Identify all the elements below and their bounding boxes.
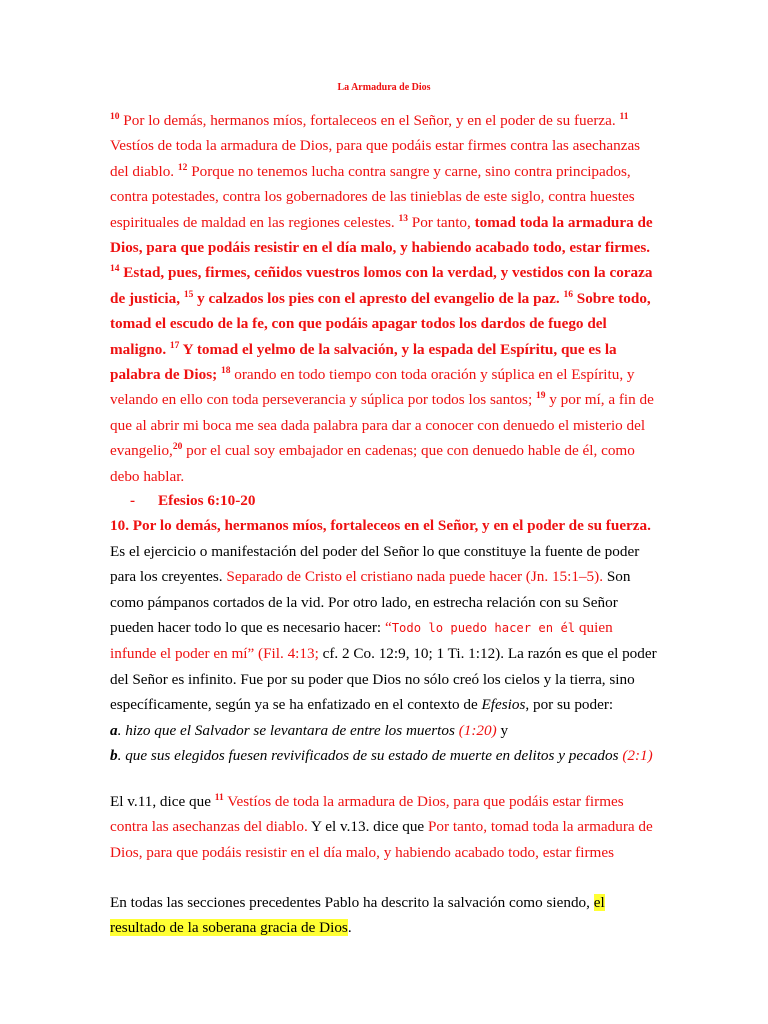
quote-mono-text: Todo lo puedo hacer en él	[391, 621, 576, 636]
verse-text: y por mí, a fin de que al abrir mi boca me sea dada palabra para dar a conocer con denuedo el misterio del evangelio,	[110, 391, 654, 460]
verse-number: 13	[398, 213, 408, 224]
verse-text-bold: Estad, pues, firmes, ceñidos vuestros lomos con la verdad, y vestidos con la coraza de justicia,	[110, 264, 653, 307]
quote-open: “	[384, 619, 392, 637]
verse-text-bold: Sobre todo, tomad el escudo de la fe, con que podáis apagar todos los dardos de fuego del maligno.	[110, 289, 651, 358]
list-text: . que sus elegidos fuesen revivificados de su estado de muerte en delitos y pecados	[117, 747, 623, 765]
document-title: La Armadura de Dios	[337, 82, 431, 93]
list-ref: (2:1)	[622, 747, 653, 765]
list-ref: (1:20)	[458, 721, 497, 739]
list-text: . hizo que el Salvador se levantara de entre los muertos	[117, 721, 459, 739]
verse-text: por el cual soy embajador en cadenas; que con denuedo hable de él, como debo hablar.	[110, 442, 635, 485]
verse-number: 20	[172, 442, 183, 453]
list-tail: y	[496, 721, 509, 739]
reference-bullet	[110, 488, 662, 513]
verse-text: orando en todo tiempo con toda oración y súplica en el Espíritu, y velando en ello con toda perseverancia y súplica por todos los santos;	[110, 366, 635, 409]
list-letter: b	[110, 747, 118, 765]
verse-text: Por lo demás, hermanos míos, fortaleceos en el Señor, y en el poder de su fuerza.	[119, 112, 620, 129]
verse-text: Porque no tenemos lucha contra sangre y carne, sino contra principados, contra potestades, contra los gobernadores de las tinieblas de este siglo, contra huestes espirituales de maldad en las regiones celestes.	[110, 162, 635, 231]
verse-number: 18	[220, 366, 231, 377]
paragraph-text: Y el v.13. dice que	[307, 818, 428, 836]
verse-text-bold: tomad toda la armadura de Dios, para que podáis resistir en el día malo, y habiendo acabado todo, estar firmes.	[110, 213, 653, 257]
verse-number: 17	[169, 340, 180, 351]
book-name: Efesios	[481, 696, 526, 714]
verse-number: 14	[110, 264, 120, 275]
verse-number: 16	[563, 289, 573, 300]
verse-number: 19	[535, 391, 546, 402]
commentary-heading: 10. Por lo demás, hermanos míos, fortaleceos en el Señor, y en el poder de su fuerza.	[110, 517, 651, 535]
paragraph-red-text: Por tanto, tomad toda la armadura de Dios, para que podáis resistir en el día malo, y habiendo acabado todo, estar firmes	[110, 818, 653, 861]
list-item-b	[110, 747, 653, 764]
scripture-passage	[110, 108, 662, 489]
verse-number: 15	[183, 289, 194, 300]
verse-text: Por tanto,	[407, 213, 475, 231]
paragraph-final	[110, 890, 662, 941]
commentary-text: Son como pámpanos cortados de la vid. Por otro lado, en estrecha relación con su Señor pueden hacer todo lo que es necesario hacer:	[110, 568, 631, 637]
paragraph-text: .	[347, 919, 352, 937]
paragraph-text: En todas las secciones precedentes Pablo ha descrito la salvación como siendo,	[110, 894, 594, 911]
verse-number: 10	[110, 112, 120, 122]
verse-text: Vestíos de toda la armadura de Dios, para que podáis estar firmes contra las asechanzas del diablo.	[110, 137, 641, 180]
list-letter: a	[110, 721, 118, 739]
quote-text: quien infunde el poder en mí” (Fil. 4:13;	[110, 619, 613, 663]
paragraph-text: El v.11, dice que	[110, 793, 215, 810]
commentary-section	[110, 488, 662, 768]
commentary-text: , por su poder:	[525, 696, 614, 714]
bullet-dash: -	[130, 492, 136, 509]
list-item-a	[110, 722, 497, 739]
verse-number: 12	[177, 162, 188, 173]
commentary-text: Es el ejercicio o manifestación del poder del Señor lo que constituye la fuente de poder para los creyentes.	[110, 542, 640, 586]
verse-text-bold: Y tomad el yelmo de la salvación, y la espada del Espíritu, que es la palabra de Dios;	[110, 340, 617, 384]
verse-text-bold: y calzados los pies con el apresto del evangelio de la paz.	[193, 289, 564, 307]
paragraph-v11	[110, 789, 662, 865]
verse-number: 11	[619, 112, 629, 122]
commentary-text: cf. 2 Co. 12:9, 10; 1 Ti. 1:12). La razón es que el poder del Señor es infinito. Fue por su poder que Dios no sólo creó los cielos y la tierra, sino específicamente, según ya se ha enfatizado en el contexto de	[110, 645, 657, 714]
verse-number: 11	[214, 793, 224, 803]
paragraph-red-text: Vestíos de toda la armadura de Dios, para que podáis estar firmes contra las asechanzas del diablo.	[110, 793, 624, 836]
highlighted-text: el resultado de la soberana gracia de Dios	[110, 894, 605, 937]
reference-text: Efesios 6:10-20	[158, 492, 256, 509]
commentary-red-text: Separado de Cristo el cristiano nada puede hacer (Jn. 15:1–5).	[226, 568, 604, 586]
